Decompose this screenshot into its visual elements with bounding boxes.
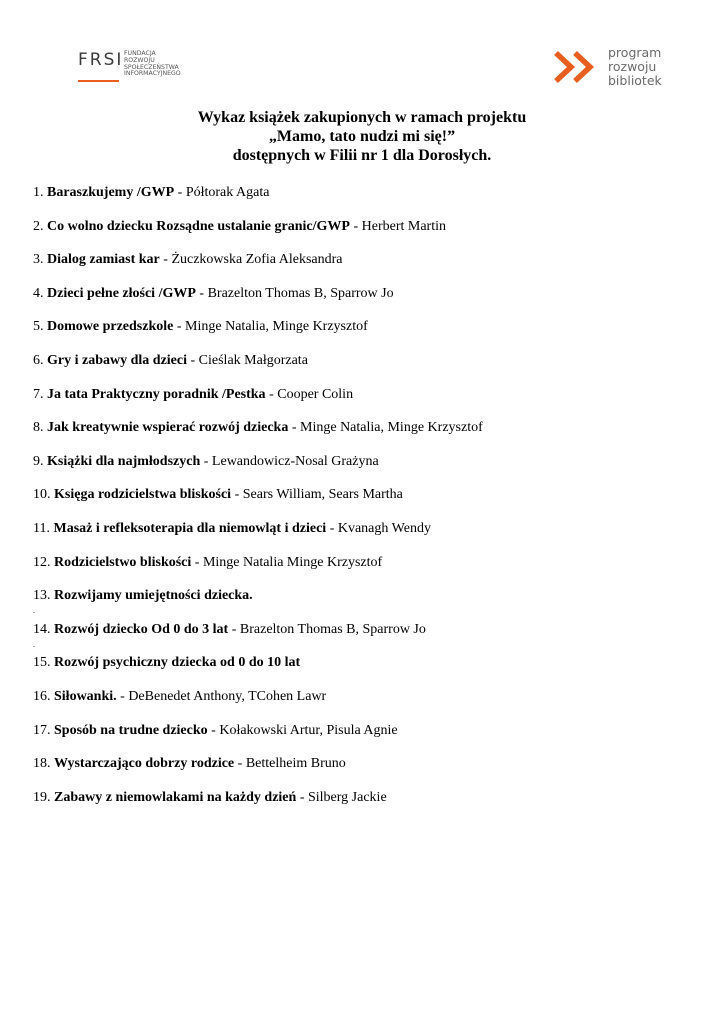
- book-list-item: [33, 352, 693, 386]
- separator: -: [296, 789, 308, 805]
- book-title: Wystarczająco dobrzy rodzice: [54, 756, 235, 772]
- separator: -: [195, 285, 208, 301]
- book-list-item: [33, 386, 693, 420]
- book-title: Siłowanki.: [54, 688, 117, 704]
- book-title: Dialog zamiast kar: [47, 252, 160, 268]
- stray-dot: .: [33, 606, 35, 616]
- frsi-logo-line: INFORMACYJNEGO: [124, 70, 181, 78]
- book-title: Gry i zabawy dla dzieci: [47, 352, 187, 368]
- book-author: Żuczkowska Zofia Aleksandra: [171, 252, 343, 268]
- separator: -: [228, 621, 240, 637]
- book-number: 11.: [33, 520, 54, 536]
- book-title: Sposób na trudne dziecko: [54, 722, 208, 738]
- book-list: [33, 184, 693, 822]
- book-number: 3.: [33, 252, 47, 268]
- book-list-item: [33, 621, 693, 655]
- frsi-logo-underline: [78, 80, 119, 82]
- book-author: Silberg Jackie: [307, 789, 387, 805]
- book-author: Brazelton Thomas B, Sparrow Jo: [239, 621, 426, 637]
- program-rozwoju-bibliotek-logo: [553, 46, 683, 92]
- separator: -: [116, 688, 129, 704]
- book-author: Półtorak Agata: [185, 185, 270, 200]
- frsi-logo: [78, 50, 198, 90]
- book-number: 6.: [33, 352, 47, 368]
- stray-dot: .: [33, 639, 35, 649]
- book-list-item: [33, 486, 693, 520]
- book-author: Cooper Colin: [277, 386, 354, 402]
- book-author: Bettelheim Bruno: [245, 756, 346, 772]
- frsi-logo-line: FUNDACJA: [124, 50, 156, 57]
- book-list-item: [33, 789, 693, 823]
- book-title: Księga rodzicielstwa bliskości: [54, 487, 232, 503]
- book-list-item: [33, 587, 693, 621]
- frsi-logo-mark: FRSI: [78, 50, 124, 70]
- prb-logo-line: program: [608, 45, 662, 60]
- separator: -: [207, 722, 220, 738]
- book-author: Kołakowski Artur, Pisula Agnie: [219, 722, 398, 738]
- book-number: 14.: [33, 621, 54, 637]
- double-chevron-icon: [553, 50, 603, 84]
- book-number: 10.: [33, 487, 54, 503]
- book-title: Książki dla najmłodszych: [47, 453, 201, 469]
- book-number: 15.: [33, 655, 54, 671]
- book-number: 1.: [33, 185, 47, 200]
- book-number: 8.: [33, 420, 47, 436]
- separator: -: [265, 386, 278, 402]
- book-author: Herbert Martin: [361, 218, 446, 234]
- book-list-item: [33, 218, 693, 252]
- separator: -: [174, 185, 186, 200]
- separator: -: [191, 554, 203, 570]
- separator: -: [349, 218, 362, 234]
- book-list-item: [33, 453, 693, 487]
- book-title: Rozwijamy umiejętności dziecka.: [54, 588, 253, 604]
- separator: -: [231, 487, 243, 503]
- title-line-3: dostępnych w Filii nr 1 dla Dorosłych.: [232, 147, 492, 164]
- book-title: Co wolno dziecku Rozsądne ustalanie granic/GWP: [47, 218, 350, 234]
- book-list-item: [33, 520, 693, 554]
- book-number: 2.: [33, 218, 47, 234]
- book-title: Zabawy z niemowlakami na każdy dzień: [54, 789, 297, 805]
- book-number: 12.: [33, 554, 54, 570]
- book-list-item: [33, 554, 693, 588]
- book-list-item: [33, 755, 693, 789]
- title-line-1: Wykaz książek zakupionych w ramach projektu: [197, 109, 527, 126]
- document-title: [0, 108, 724, 165]
- book-author: DeBenedet Anthony, TCohen Lawr: [128, 688, 327, 704]
- book-title: Masaż i refleksoterapia dla niemowląt i dzieci: [53, 520, 327, 536]
- separator: -: [173, 319, 186, 335]
- prb-logo-text: [608, 46, 662, 88]
- book-number: 18.: [33, 756, 54, 772]
- book-number: 16.: [33, 688, 54, 704]
- book-list-item: [33, 654, 693, 688]
- book-author: Cieślak Małgorzata: [198, 352, 308, 368]
- book-title: Baraszkujemy /GWP: [47, 185, 175, 200]
- separator: -: [326, 520, 338, 536]
- book-title: Rozwój dziecko Od 0 do 3 lat: [54, 621, 229, 637]
- frsi-logo-line: ROZWOJU: [124, 56, 155, 64]
- separator: -: [288, 420, 301, 436]
- book-number: 19.: [33, 789, 54, 805]
- book-author: Kvanagh Wendy: [337, 520, 431, 536]
- book-number: 7.: [33, 386, 47, 402]
- book-author: Brazelton Thomas B, Sparrow Jo: [207, 285, 394, 301]
- book-title: Jak kreatywnie wspierać rozwój dziecka: [47, 420, 289, 436]
- frsi-logo-subtitle: [124, 51, 204, 78]
- book-list-item: [33, 318, 693, 352]
- page-header: [0, 0, 724, 100]
- prb-logo-line: bibliotek: [608, 73, 662, 88]
- title-line-2: „Mamo, tato nudzi mi się!”: [268, 128, 456, 145]
- book-number: 4.: [33, 285, 47, 301]
- book-author: Minge Natalia, Minge Krzysztof: [185, 319, 368, 335]
- separator: -: [187, 352, 199, 368]
- separator: -: [159, 252, 172, 268]
- separator: -: [234, 756, 246, 772]
- book-list-item: [33, 184, 693, 218]
- separator: -: [200, 453, 212, 469]
- book-author: Minge Natalia, Minge Krzysztof: [300, 420, 483, 436]
- book-title: Rozwój psychiczny dziecka od 0 do 10 lat: [54, 655, 301, 671]
- book-number: 17.: [33, 722, 54, 738]
- book-title: Dzieci pełne złości /GWP: [47, 285, 196, 301]
- book-number: 5.: [33, 319, 47, 335]
- book-list-item: [33, 285, 693, 319]
- book-number: 9.: [33, 453, 47, 469]
- book-title: Domowe przedszkole: [47, 319, 174, 335]
- book-list-item: [33, 419, 693, 453]
- book-list-item: [33, 722, 693, 756]
- book-title: Rodzicielstwo bliskości: [54, 554, 192, 570]
- frsi-logo-line: SPOŁECZEŃSTWA: [124, 63, 179, 71]
- book-author: Lewandowicz-Nosal Grażyna: [211, 453, 379, 469]
- prb-logo-line: rozwoju: [608, 59, 657, 74]
- book-author: Sears William, Sears Martha: [242, 487, 403, 503]
- book-number: 13.: [33, 588, 54, 604]
- book-list-item: [33, 688, 693, 722]
- book-author: Minge Natalia Minge Krzysztof: [202, 554, 383, 570]
- book-list-item: [33, 251, 693, 285]
- book-title: Ja tata Praktyczny poradnik /Pestka: [47, 386, 266, 402]
